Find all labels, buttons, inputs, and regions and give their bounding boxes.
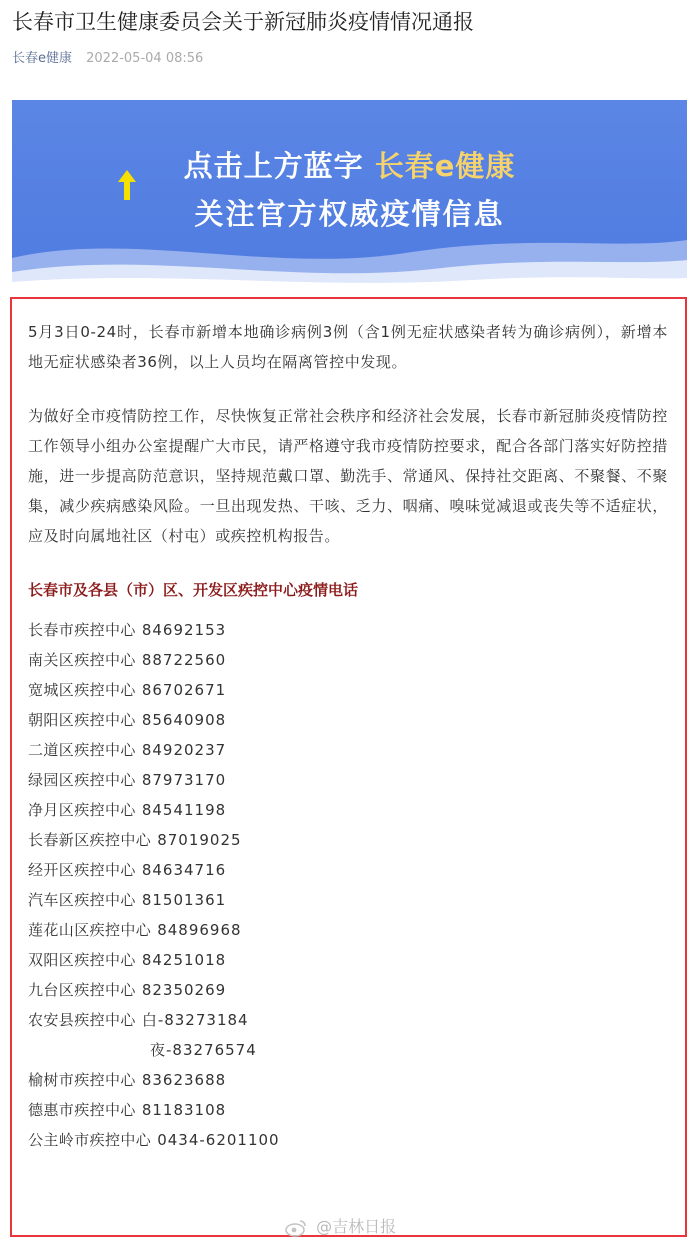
hotline-number: 白-83273184	[141, 1011, 249, 1029]
hotline-number: 84920237	[141, 741, 227, 759]
hotline-row	[28, 705, 668, 735]
hotline-row	[28, 855, 668, 885]
hotline-row	[28, 645, 668, 675]
hotline-row	[28, 915, 668, 945]
hotline-row	[28, 735, 668, 765]
hotline-number: 81183108	[141, 1101, 227, 1119]
article-meta	[12, 50, 203, 68]
hotline-name: 农安县疾控中心	[28, 1011, 136, 1029]
author-link[interactable]: 长春e健康	[12, 51, 72, 66]
hotline-row	[28, 795, 668, 825]
follow-banner	[12, 100, 687, 290]
banner-account-name: 长春e健康	[374, 149, 516, 183]
hotline-name: 公主岭市疾控中心	[28, 1131, 152, 1149]
hotline-row	[28, 1095, 668, 1125]
hotline-row	[28, 1005, 668, 1035]
hotline-number: 82350269	[141, 981, 227, 999]
hotline-list	[28, 615, 668, 1155]
hotline-number: 84692153	[141, 621, 227, 639]
hotline-name: 榆树市疾控中心	[28, 1071, 136, 1089]
hotline-row	[28, 825, 668, 855]
hotline-name: 九台区疾控中心	[28, 981, 136, 999]
hotline-number: 84251018	[141, 951, 227, 969]
hotline-name: 朝阳区疾控中心	[28, 711, 136, 729]
hotline-name: 净月区疾控中心	[28, 801, 136, 819]
hotline-name: 双阳区疾控中心	[28, 951, 136, 969]
banner-prefix: 点击上方蓝字	[183, 149, 364, 183]
hotline-number: 夜-83276574	[150, 1041, 257, 1059]
hotline-row	[28, 765, 668, 795]
hotline-row	[28, 975, 668, 1005]
hotline-number: 84634716	[141, 861, 227, 879]
banner-line-2: 关注官方权威疫情信息	[194, 197, 505, 231]
hotline-number: 87019025	[157, 831, 242, 849]
hotline-name: 二道区疾控中心	[28, 741, 136, 759]
hotline-name: 南关区疾控中心	[28, 651, 136, 669]
notice-box	[10, 297, 687, 1237]
hotline-name: 绿园区疾控中心	[28, 771, 136, 789]
hotline-row	[28, 945, 668, 975]
notice-content	[28, 317, 668, 1155]
hotline-row	[28, 1035, 668, 1065]
weibo-watermark	[285, 1214, 396, 1237]
publish-date: 2022-05-04 08:56	[86, 51, 204, 66]
hotline-number: 86702671	[141, 681, 227, 699]
hotline-name: 莲花山区疾控中心	[28, 921, 152, 939]
hotline-name: 经开区疾控中心	[28, 861, 136, 879]
hotline-number: 85640908	[141, 711, 227, 729]
hotline-row	[28, 675, 668, 705]
hotline-number: 0434-6201100	[157, 1131, 280, 1149]
banner-line-1	[12, 144, 687, 185]
article-title: 长春市卫生健康委员会关于新冠肺炎疫情情况通报	[12, 10, 474, 34]
hotline-number: 83623688	[141, 1071, 227, 1089]
hotline-number: 88722560	[141, 651, 227, 669]
hotline-row	[28, 1065, 668, 1095]
case-report-paragraph: 5月3日0-24时，长春市新增本地确诊病例3例（含1例无症状感染者转为确诊病例），新增本地无症状感染者36例，以上人员均在隔离管控中发现。	[28, 323, 668, 371]
hotline-number: 84896968	[157, 921, 242, 939]
hotline-name: 宽城区疾控中心	[28, 681, 136, 699]
watermark-text: @吉林日报	[316, 1217, 397, 1236]
hotline-number: 87973170	[141, 771, 227, 789]
hotline-section-title: 长春市及各县（市）区、开发区疾控中心疫情电话	[28, 581, 359, 599]
hotline-number: 81501361	[141, 891, 227, 909]
hotline-number: 84541198	[141, 801, 227, 819]
prevention-paragraph: 为做好全市疫情防控工作，尽快恢复正常社会秩序和经济社会发展，长春市新冠肺炎疫情防控工作领导小组办公室提醒广大市民，请严格遵守我市疫情防控要求，配合各部门落实好防控措施，进一步提高防范意识，坚持规范戴口罩、勤洗手、常通风、保持社交距离、不聚餐、不聚集，减少疾病感染风险。一旦出现发热、干咳、乏力、咽痛、嗅味觉减退或丧失等不适症状，应及时向属地社区（村屯）或疾控机构报告。	[28, 407, 668, 545]
hotline-row	[28, 885, 668, 915]
weibo-icon	[285, 1219, 307, 1237]
hotline-name: 长春市疾控中心	[28, 621, 136, 639]
hotline-name: 长春新区疾控中心	[28, 831, 152, 849]
hotline-row	[28, 615, 668, 645]
hotline-row	[28, 1125, 668, 1155]
hotline-name: 汽车区疾控中心	[28, 891, 136, 909]
hotline-name: 德惠市疾控中心	[28, 1101, 136, 1119]
